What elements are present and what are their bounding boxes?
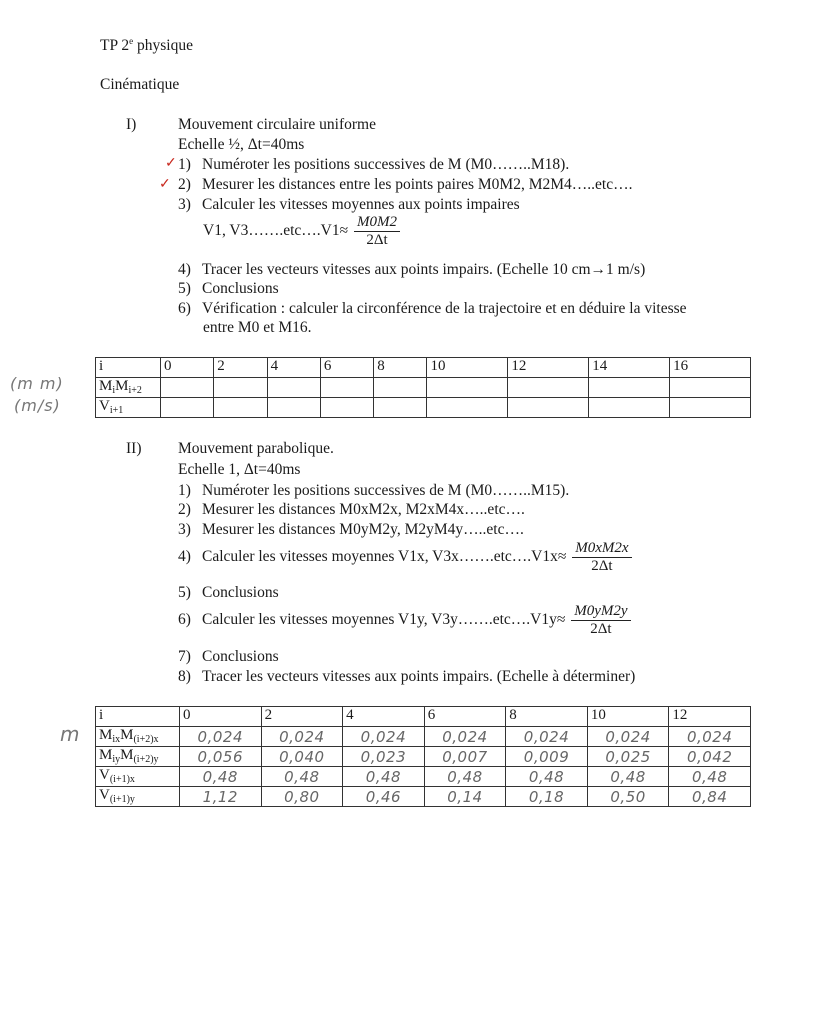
table-cell xyxy=(670,378,751,398)
item-text: Conclusions xyxy=(202,648,279,665)
table-header-cell: 10 xyxy=(427,358,508,378)
item-text: Vérification : calculer la circonférence de la trajectoire et en déduire la vitesse xyxy=(202,300,687,317)
table-cell: 0,056 xyxy=(180,747,262,767)
row-label-sub1: (i+1)x xyxy=(109,774,135,785)
item-number: 6) xyxy=(178,611,191,629)
item-text: Conclusions xyxy=(202,280,279,297)
row-label-sub2: (i+2)x xyxy=(133,734,159,745)
table-cell: 0,024 xyxy=(506,727,588,747)
item-number: 5) xyxy=(178,584,191,601)
item-number: 1) xyxy=(178,482,191,499)
table-cell xyxy=(589,378,670,398)
table-cell: 0,042 xyxy=(669,747,751,767)
row-label-a: V xyxy=(99,767,110,783)
row-label-sub1: i xyxy=(112,385,116,396)
table-cell: 0,48 xyxy=(669,767,751,787)
fraction-numerator: M0xM2x xyxy=(572,540,631,558)
section2-item-1 xyxy=(178,482,569,500)
section2-item-5 xyxy=(178,584,279,602)
table-cell xyxy=(161,378,214,398)
table-cell xyxy=(427,398,508,418)
row-label xyxy=(96,378,161,398)
item-number: 2) xyxy=(178,501,191,518)
table-cell xyxy=(320,378,373,398)
table-cell: 0,040 xyxy=(261,747,343,767)
item-text: Numéroter les positions successives de M (M0……..M18). xyxy=(202,156,570,173)
section1-item-2 xyxy=(178,176,632,194)
table-cell: 0,46 xyxy=(343,787,425,807)
table-cell: 0,007 xyxy=(424,747,506,767)
table-header-cell: 0 xyxy=(161,358,214,378)
fraction-numerator: M0M2 xyxy=(354,214,400,232)
table-cell: 0,024 xyxy=(669,727,751,747)
fraction-numerator: M0yM2y xyxy=(571,603,630,621)
table-row xyxy=(96,747,751,767)
formula-prefix: V1, V3…….etc….V1≈ xyxy=(203,222,349,240)
section1-item-5 xyxy=(178,280,279,298)
item-number: 3) xyxy=(178,196,191,213)
course-title xyxy=(100,36,193,55)
row-label-a: V xyxy=(99,398,110,414)
section1-item-6-cont: entre M0 et M16. xyxy=(203,319,312,336)
table-header-cell: i xyxy=(96,707,180,727)
item-number: 5) xyxy=(178,280,191,297)
table-cell: 0,48 xyxy=(261,767,343,787)
table-cell xyxy=(161,398,214,418)
section2-scale: Echelle 1, Δt=40ms xyxy=(178,461,301,478)
table-cell: 0,024 xyxy=(587,727,669,747)
row-label-sub1: ix xyxy=(112,734,121,745)
table-cell xyxy=(374,378,427,398)
fraction xyxy=(572,540,631,575)
section1-item-1 xyxy=(178,156,569,174)
table-header-row xyxy=(96,707,751,727)
row-label-a: M xyxy=(99,378,113,394)
item-text: Conclusions xyxy=(202,584,279,601)
table-header-cell: 14 xyxy=(589,358,670,378)
section2-item-7 xyxy=(178,648,279,666)
item-text: Mesurer les distances entre les points paires M0M2, M2M4…..etc…. xyxy=(202,176,633,193)
section2-item-4 xyxy=(178,540,632,575)
table-row xyxy=(96,398,751,418)
table-cell: 0,024 xyxy=(343,727,425,747)
table-circular xyxy=(95,357,751,418)
row-label-sub1: i+1 xyxy=(109,405,124,416)
item-text: Tracer les vecteurs vitesses aux points impairs. (Echelle 10 cm→1 m/s) xyxy=(202,261,646,278)
table-cell: 0,025 xyxy=(587,747,669,767)
item-number: 6) xyxy=(178,300,191,317)
table-header-cell: i xyxy=(96,358,161,378)
table-cell xyxy=(214,378,267,398)
row-label-b: M xyxy=(115,378,129,394)
table-cell: 0,80 xyxy=(261,787,343,807)
course-title-main: TP 2 xyxy=(100,37,130,55)
table-cell xyxy=(670,398,751,418)
row-label-sub1: (i+1)y xyxy=(109,794,135,805)
table-cell xyxy=(267,378,320,398)
item-number: 4) xyxy=(178,548,191,566)
row-label xyxy=(96,727,180,747)
row-label-sub1: iy xyxy=(112,754,121,765)
table-header-cell: 4 xyxy=(343,707,425,727)
section1-item-4 xyxy=(178,261,645,279)
table-cell xyxy=(427,378,508,398)
course-title-sup: e xyxy=(129,36,134,46)
section2-roman: II) xyxy=(126,440,142,457)
row-label-a: M xyxy=(99,727,113,743)
table-row xyxy=(96,787,751,807)
chapter-title: Cinématique xyxy=(100,76,180,93)
section2-item-6 xyxy=(178,603,631,638)
handwritten-unit-m: m xyxy=(60,722,81,746)
table-row xyxy=(96,767,751,787)
item-number: 2) xyxy=(178,176,191,193)
row-label xyxy=(96,787,180,807)
table-cell xyxy=(320,398,373,418)
fraction xyxy=(571,603,630,638)
table-cell xyxy=(214,398,267,418)
table-header-cell: 2 xyxy=(214,358,267,378)
table-header-cell: 16 xyxy=(670,358,751,378)
item-text: Calculer les vitesses moyennes V1x, V3x…….etc….V1x≈ xyxy=(202,548,567,566)
checkmark-icon: ✓ xyxy=(159,177,171,192)
fraction-denominator: 2Δt xyxy=(366,232,388,248)
item-number: 7) xyxy=(178,648,191,665)
item-text: Numéroter les positions successives de M (M0……..M15). xyxy=(202,482,570,499)
table-header-cell: 8 xyxy=(374,358,427,378)
fraction xyxy=(354,214,400,249)
item-number: 8) xyxy=(178,668,191,685)
table-header-cell: 12 xyxy=(669,707,751,727)
table-cell xyxy=(267,398,320,418)
table-cell xyxy=(508,378,589,398)
table-cell: 0,024 xyxy=(180,727,262,747)
table-cell: 0,024 xyxy=(261,727,343,747)
table-header-cell: 6 xyxy=(320,358,373,378)
table-cell: 0,14 xyxy=(424,787,506,807)
table-cell: 0,48 xyxy=(506,767,588,787)
item-text: Mesurer les distances M0xM2x, M2xM4x…..etc…. xyxy=(202,501,525,518)
handwritten-unit-ms: (m/s) xyxy=(14,396,61,415)
table-row xyxy=(96,727,751,747)
row-label-a: V xyxy=(99,787,110,803)
table-cell xyxy=(374,398,427,418)
table-cell xyxy=(508,398,589,418)
handwritten-unit-mm: (m m) xyxy=(10,374,64,393)
row-label xyxy=(96,398,161,418)
table-cell: 0,024 xyxy=(424,727,506,747)
row-label xyxy=(96,767,180,787)
section1-item-6 xyxy=(178,300,687,318)
course-subject: physique xyxy=(133,37,193,55)
table-header-cell: 8 xyxy=(506,707,588,727)
table-cell: 0,18 xyxy=(506,787,588,807)
table-cell: 0,48 xyxy=(180,767,262,787)
item-number: 1) xyxy=(178,156,191,173)
table-header-cell: 12 xyxy=(508,358,589,378)
row-label-a: M xyxy=(99,747,113,763)
section1-item-3-formula xyxy=(203,214,400,249)
section1-item-3 xyxy=(178,196,520,214)
table-parabolic xyxy=(95,706,751,807)
table-header-cell: 2 xyxy=(261,707,343,727)
table-header-row xyxy=(96,358,751,378)
checkmark-icon: ✓ xyxy=(165,156,177,171)
table-header-cell: 10 xyxy=(587,707,669,727)
table-cell: 0,48 xyxy=(424,767,506,787)
row-label-sub2: i+2 xyxy=(128,385,142,396)
item-text: Calculer les vitesses moyennes V1y, V3y…….etc….V1y≈ xyxy=(202,611,566,629)
table-cell: 1,12 xyxy=(180,787,262,807)
table-cell: 0,023 xyxy=(343,747,425,767)
table-cell: 0,48 xyxy=(343,767,425,787)
fraction-denominator: 2Δt xyxy=(590,621,612,637)
item-text: Calculer les vitesses moyennes aux points impaires xyxy=(202,196,520,213)
item-text: Tracer les vecteurs vitesses aux points impairs. (Echelle à déterminer) xyxy=(202,668,636,685)
section2-item-3 xyxy=(178,521,524,539)
row-label-sub2: (i+2)y xyxy=(133,754,159,765)
section2-title: Mouvement parabolique. xyxy=(178,440,334,457)
section1-roman: I) xyxy=(126,116,137,133)
table-cell: 0,48 xyxy=(587,767,669,787)
item-number: 3) xyxy=(178,521,191,538)
section2-item-8 xyxy=(178,668,635,686)
item-number: 4) xyxy=(178,261,191,278)
table-header-cell: 6 xyxy=(424,707,506,727)
table-row xyxy=(96,378,751,398)
table-header-cell: 0 xyxy=(180,707,262,727)
table-cell: 0,50 xyxy=(587,787,669,807)
table-header-cell: 4 xyxy=(267,358,320,378)
row-label-b: M xyxy=(120,747,134,763)
section2-item-2 xyxy=(178,501,525,519)
row-label-b: M xyxy=(120,727,134,743)
table-cell xyxy=(589,398,670,418)
table-cell: 0,009 xyxy=(506,747,588,767)
table-cell: 0,84 xyxy=(669,787,751,807)
row-label xyxy=(96,747,180,767)
section1-title: Mouvement circulaire uniforme xyxy=(178,116,376,133)
item-text: Mesurer les distances M0yM2y, M2yM4y…..etc…. xyxy=(202,521,524,538)
section1-scale: Echelle ½, Δt=40ms xyxy=(178,136,305,153)
fraction-denominator: 2Δt xyxy=(591,558,613,574)
